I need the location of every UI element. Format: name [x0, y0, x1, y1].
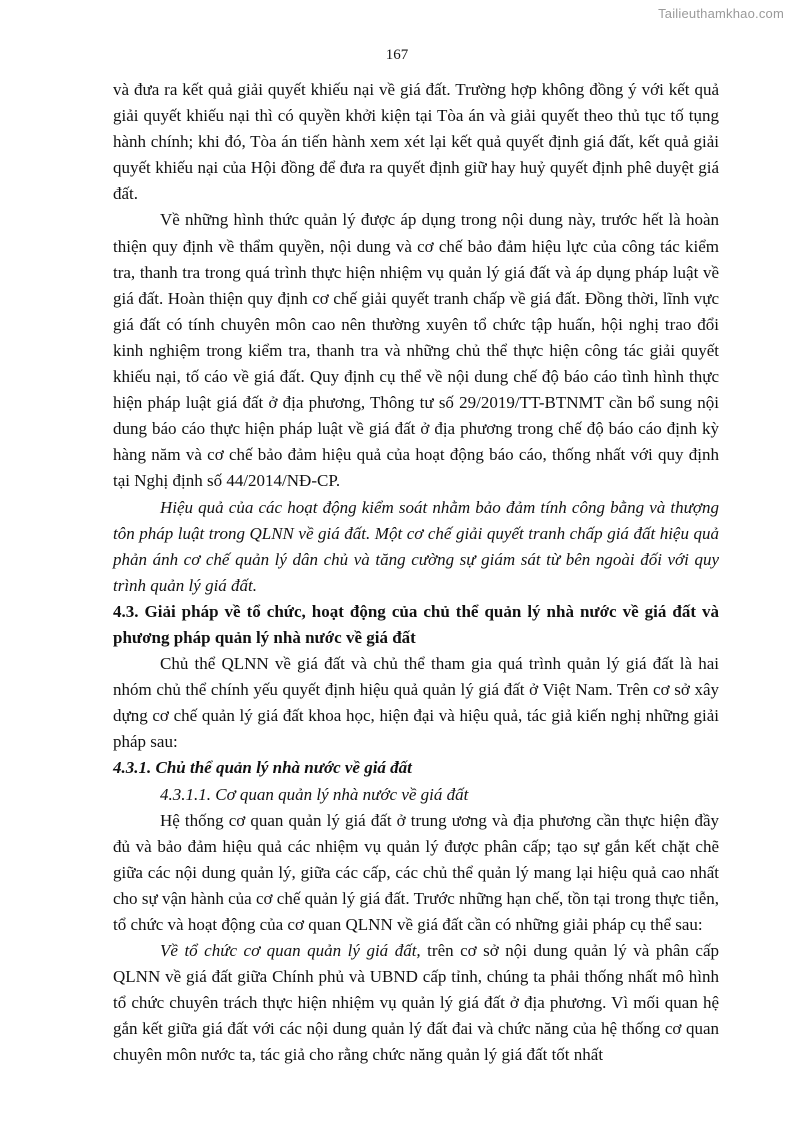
watermark: Tailieuthamkhao.com [658, 6, 784, 21]
paragraph-6-lead: Về tổ chức cơ quan quản lý giá đất, [160, 941, 421, 961]
section-heading-4-3: 4.3. Giải pháp về tổ chức, hoạt động của chủ thể quản lý nhà nước về giá đất và phương pháp quản lý nhà nước về giá đất [113, 601, 719, 647]
paragraph-3: Hiệu quả của các hoạt động kiểm soát nhằm bảo đảm tính công bằng và thượng tôn pháp luật trong QLNN về giá đất. Một cơ chế giải quyết tranh chấp giá đất hiệu quả phản ánh cơ chế quản lý dân chủ và tăng cường sự giám sát từ bên ngoài đối với quy trình quản lý giá đất. [113, 497, 719, 595]
section-heading-4-3-1: 4.3.1. Chủ thể quản lý nhà nước về giá đất [113, 758, 412, 778]
document-body [113, 77, 719, 1069]
paragraph-6 [113, 938, 719, 1068]
paragraph-2: Về những hình thức quản lý được áp dụng trong nội dung này, trước hết là hoàn thiện quy định về thẩm quyền, nội dung và cơ chế bảo đảm hiệu lực của công tác kiểm tra, thanh tra trong quá trình thực hiện nhiệm vụ quản lý giá đất và áp dụng pháp luật về giá đất. Hoàn thiện quy định cơ chế giải quyết tranh chấp về giá đất. Đồng thời, lĩnh vực giá đất có tính chuyên môn cao nên thường xuyên tổ chức tập huấn, hội nghị trao đổi kinh nghiệm trong kiểm tra, thanh tra và những chủ thể thực hiện công tác giải quyết khiếu nại, tố cáo về giá đất. Quy định cụ thể về nội dung chế độ báo cáo tình hình thực hiện pháp luật giá đất ở địa phương, Thông tư số 29/2019/TT-BTNMT cần bổ sung nội dung báo cáo thực hiện pháp luật về giá đất ở địa phương trong chế độ báo cáo định kỳ hàng năm và cơ chế bảo đảm hiệu quả của hoạt động báo cáo, thống nhất với quy định tại Nghị định số 44/2014/NĐ-CP. [113, 210, 719, 491]
paragraph-1: và đưa ra kết quả giải quyết khiếu nại về giá đất. Trường hợp không đồng ý với kết quả giải quyết khiếu nại thì có quyền khởi kiện tại Tòa án và giải quyết theo thủ tục tố tụng hành chính; khi đó, Tòa án tiến hành xem xét lại kết quả quyết định giá đất, kết quả giải quyết khiếu nại của Hội đồng để đưa ra quyết định giữ hay huỷ quyết định phê duyệt giá đất. [113, 80, 719, 204]
paragraph-5: Hệ thống cơ quan quản lý giá đất ở trung ương và địa phương cần thực hiện đầy đủ và bảo đảm hiệu quả các nhiệm vụ quản lý được phân cấp; tạo sự gắn kết chặt chẽ giữa các nội dung quản lý, giữa các cấp, các chủ thể quản lý mang lại hiệu quả cao nhất cho sự vận hành của cơ chế quản lý giá đất. Trước những hạn chế, tồn tại trong thực tiễn, tổ chức và hoạt động của cơ quan QLNN về giá đất cần có những giải pháp cụ thể sau: [113, 810, 719, 934]
section-heading-4-3-1-1: 4.3.1.1. Cơ quan quản lý nhà nước về giá đất [160, 784, 469, 804]
paragraph-6-text: trên cơ sở nội dung quản lý và phân cấp QLNN về giá đất giữa Chính phủ và UBND cấp tỉnh, chúng ta phải thống nhất mô hình tổ chức chuyên trách thực hiện nhiệm vụ quản lý giá đất ở địa phương. Vì mối quan hệ gắn kết giữa giá đất với các nội dung quản lý đất đai và chức năng của hệ thống cơ quan chuyên môn nước ta, tác giả cho rằng chức năng quản lý giá đất tốt nhất [113, 941, 719, 1065]
paragraph-4: Chủ thể QLNN về giá đất và chủ thể tham gia quá trình quản lý giá đất là hai nhóm chủ thể chính yếu quyết định hiệu quả quản lý giá đất ở Việt Nam. Trên cơ sở xây dựng cơ chế quản lý giá đất khoa học, hiện đại và hiệu quả, tác giả kiến nghị những giải pháp sau: [113, 654, 719, 752]
page-number: 167 [385, 47, 409, 63]
